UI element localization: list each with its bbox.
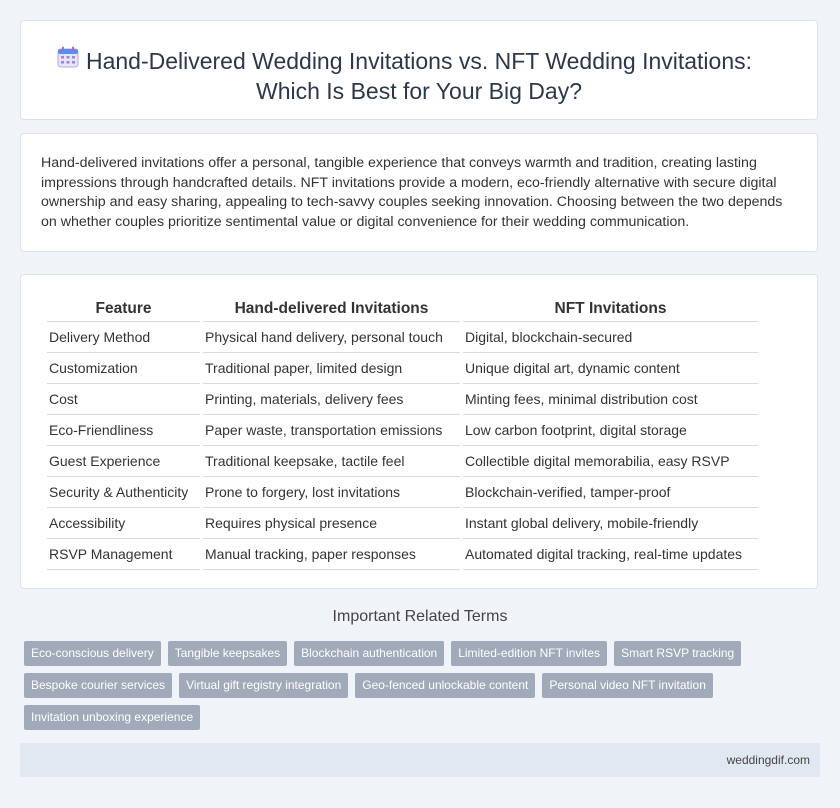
- table-row: [47, 477, 758, 508]
- table-cell: Security & Authenticity: [47, 477, 200, 508]
- table-cell: Paper waste, transportation emissions: [203, 415, 460, 446]
- intro-paragraph: Hand-delivered invitations offer a personal, tangible experience that conveys warmth and tradition, creating lasting impressions through handcrafted details. NFT invitations provide a modern, eco-friendly alternative with secure digital ownership and easy sharing, appealing to tech-savvy couples seeking innovation. Choosing between the two depends on whether couples prioritize sentimental value or digital convenience for their wedding communication.: [41, 155, 783, 230]
- page-title: [21, 46, 817, 106]
- intro-card: [20, 133, 818, 252]
- footer-site-name[interactable]: weddingdif.com: [726, 753, 810, 767]
- table-cell: Instant global delivery, mobile-friendly: [463, 508, 758, 539]
- header-card: [20, 20, 818, 120]
- table-cell: RSVP Management: [47, 539, 200, 570]
- table-cell: Accessibility: [47, 508, 200, 539]
- tag-virtual-gift-registry-integration[interactable]: Virtual gift registry integration: [179, 673, 348, 698]
- table-cell: Eco-Friendliness: [47, 415, 200, 446]
- column-header-feature: Feature: [47, 295, 200, 322]
- tag-bespoke-courier-services[interactable]: Bespoke courier services: [24, 673, 172, 698]
- table-cell: Traditional keepsake, tactile feel: [203, 446, 460, 477]
- table-row: [47, 322, 758, 353]
- table-row: [47, 415, 758, 446]
- tag-limited-edition-nft-invites[interactable]: Limited-edition NFT invites: [451, 641, 607, 666]
- comparison-table: [44, 295, 761, 570]
- table-cell: Blockchain-verified, tamper-proof: [463, 477, 758, 508]
- table-cell: Low carbon footprint, digital storage: [463, 415, 758, 446]
- tag-smart-rsvp-tracking[interactable]: Smart RSVP tracking: [614, 641, 741, 666]
- table-cell: Prone to forgery, lost invitations: [203, 477, 460, 508]
- tag-blockchain-authentication[interactable]: Blockchain authentication: [294, 641, 444, 666]
- table-cell: Traditional paper, limited design: [203, 353, 460, 384]
- related-terms-heading: Important Related Terms: [332, 608, 508, 625]
- table-row: [47, 353, 758, 384]
- table-cell: Minting fees, minimal distribution cost: [463, 384, 758, 415]
- table-header-row: [47, 295, 758, 322]
- table-cell: Collectible digital memorabilia, easy RSVP: [463, 446, 758, 477]
- table-cell: Physical hand delivery, personal touch: [203, 322, 460, 353]
- column-header-hand-delivered: Hand-delivered Invitations: [203, 295, 460, 322]
- page-title-line-2: Which Is Best for Your Big Day?: [256, 78, 582, 104]
- table-cell: Cost: [47, 384, 200, 415]
- tag-invitation-unboxing-experience[interactable]: Invitation unboxing experience: [24, 705, 200, 730]
- table-cell: Digital, blockchain-secured: [463, 322, 758, 353]
- comparison-card: [20, 274, 818, 589]
- table-cell: Delivery Method: [47, 322, 200, 353]
- table-row: [47, 446, 758, 477]
- footer: [20, 743, 820, 777]
- table-cell: Unique digital art, dynamic content: [463, 353, 758, 384]
- tag-personal-video-nft-invitation[interactable]: Personal video NFT invitation: [542, 673, 713, 698]
- table-cell: Requires physical presence: [203, 508, 460, 539]
- table-cell: Printing, materials, delivery fees: [203, 384, 460, 415]
- tag-geo-fenced-unlockable-content[interactable]: Geo-fenced unlockable content: [355, 673, 535, 698]
- table-cell: Manual tracking, paper responses: [203, 539, 460, 570]
- tag-eco-conscious-delivery[interactable]: Eco-conscious delivery: [24, 641, 161, 666]
- table-cell: Customization: [47, 353, 200, 384]
- tag-tangible-keepsakes[interactable]: Tangible keepsakes: [168, 641, 287, 666]
- column-header-nft: NFT Invitations: [463, 295, 758, 322]
- page-title-line-1: Hand-Delivered Wedding Invitations vs. NFT Wedding Invitations:: [85, 48, 753, 74]
- table-row: [47, 539, 758, 570]
- table-row: [47, 508, 758, 539]
- table-row: [47, 384, 758, 415]
- related-terms-tags: [24, 641, 754, 730]
- table-cell: Automated digital tracking, real-time updates: [463, 539, 758, 570]
- table-cell: Guest Experience: [47, 446, 200, 477]
